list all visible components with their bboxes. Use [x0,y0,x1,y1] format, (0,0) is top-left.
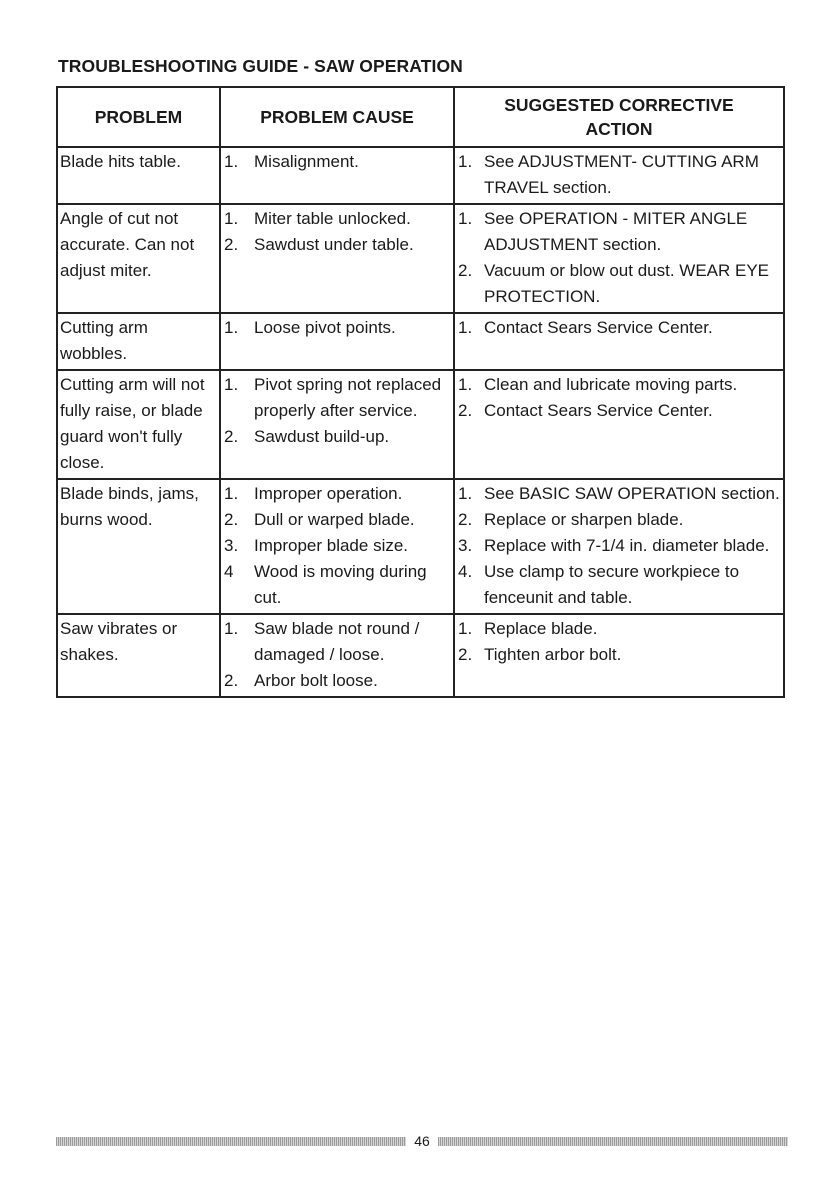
table-row [57,204,784,313]
header-problem: PROBLEM [57,87,220,147]
cause-item [224,232,450,258]
problem-cell: Cutting arm wobbles. [57,313,220,370]
cause-item-number: 4 [224,562,234,581]
action-item [458,616,780,642]
action-item [458,206,780,258]
cause-item [224,533,450,559]
cause-item-number: 1. [224,318,239,337]
action-item-number: 2. [458,401,473,420]
cause-item-number: 1. [224,484,239,503]
page-number: 46 [414,1133,430,1149]
action-item [458,559,780,611]
action-item [458,398,780,424]
cause-item [224,616,450,668]
cause-item-text: Misalignment. [254,152,359,171]
action-cell [454,147,784,204]
cause-item [224,668,450,694]
action-item-text: Use clamp to secure workpiece to fenceunit and table. [484,562,740,607]
action-item-text: See OPERATION - MITER ANGLE ADJUSTMENT section. [484,209,748,254]
problem-cell: Angle of cut not accurate. Can not adjust miter. [57,204,220,313]
action-item-text: Replace blade. [484,619,598,638]
problem-cell: Blade binds, jams, burns wood. [57,479,220,614]
cause-item-number: 2. [224,671,239,690]
cause-item-text: Improper blade size. [254,536,409,555]
action-item-text: See ADJUSTMENT- CUTTING ARM TRAVEL section. [484,152,759,197]
action-cell [454,204,784,313]
action-item [458,507,780,533]
table-row [57,479,784,614]
cause-item-text: Miter table unlocked. [254,209,411,228]
problem-cell: Cutting arm will not fully raise, or blade guard won't fully close. [57,370,220,479]
action-item-text: Replace or sharpen blade. [484,510,684,529]
cause-item [224,315,450,341]
page-title: TROUBLESHOOTING GUIDE - SAW OPERATION [58,56,463,76]
cause-cell [220,614,454,697]
cause-item-text: Pivot spring not replaced properly after service. [254,375,442,420]
action-item-number: 1. [458,318,473,337]
action-item-text: Vacuum or blow out dust. WEAR EYE PROTECTION. [484,261,770,306]
action-item [458,533,780,559]
footer-rule-left [56,1137,406,1146]
action-item-number: 1. [458,619,473,638]
action-item [458,149,780,201]
action-item [458,315,780,341]
action-cell [454,614,784,697]
table-row [57,313,784,370]
problem-cell: Blade hits table. [57,147,220,204]
cause-item-text: Sawdust under table. [254,235,414,254]
action-item-number: 2. [458,510,473,529]
action-item-number: 2. [458,645,473,664]
footer-rule-right [438,1137,788,1146]
action-item-number: 1. [458,152,473,171]
cause-item-number: 2. [224,235,239,254]
cause-item [224,481,450,507]
cause-item-text: Sawdust build-up. [254,427,390,446]
cause-cell [220,479,454,614]
action-item [458,372,780,398]
cause-item-number: 1. [224,152,239,171]
action-item [458,258,780,310]
cause-cell [220,147,454,204]
cause-item-number: 1. [224,375,239,394]
cause-cell [220,370,454,479]
cause-item [224,206,450,232]
action-item-number: 1. [458,375,473,394]
table-header-row [57,87,784,147]
problem-cell: Saw vibrates or shakes. [57,614,220,697]
action-item [458,481,780,507]
table-row [57,614,784,697]
cause-item [224,372,450,424]
cause-item [224,149,450,175]
cause-item-number: 3. [224,536,239,555]
cause-item-text: Dull or warped blade. [254,510,415,529]
action-item-text: See BASIC SAW OPERATION section. [484,484,780,503]
cause-item-number: 2. [224,427,239,446]
action-item-text: Replace with 7-1/4 in. diameter blade. [484,536,770,555]
cause-item [224,424,450,450]
cause-item-text: Arbor bolt loose. [254,671,378,690]
action-item-number: 1. [458,484,473,503]
cause-item-text: Loose pivot points. [254,318,396,337]
troubleshooting-table [56,86,785,698]
cause-cell [220,204,454,313]
cause-item-number: 1. [224,209,239,228]
action-item-text: Tighten arbor bolt. [484,645,622,664]
cause-item-number: 2. [224,510,239,529]
cause-item-number: 1. [224,619,239,638]
action-cell [454,313,784,370]
action-item-number: 4. [458,562,473,581]
cause-item [224,507,450,533]
action-cell [454,479,784,614]
table-row [57,147,784,204]
action-item [458,642,780,668]
action-item-number: 3. [458,536,473,555]
action-item-text: Contact Sears Service Center. [484,401,713,420]
action-item-text: Contact Sears Service Center. [484,318,713,337]
action-cell [454,370,784,479]
table-row [57,370,784,479]
page-footer [56,1134,788,1148]
cause-item-text: Wood is moving during cut. [254,562,427,607]
cause-item-text: Improper operation. [254,484,403,503]
cause-cell [220,313,454,370]
header-corrective-action: SUGGESTED CORRECTIVE ACTION [454,87,784,147]
cause-item [224,559,450,611]
cause-item-text: Saw blade not round / damaged / loose. [254,619,420,664]
header-problem-cause: PROBLEM CAUSE [220,87,454,147]
action-item-text: Clean and lubricate moving parts. [484,375,738,394]
action-item-number: 1. [458,209,473,228]
action-item-number: 2. [458,261,473,280]
